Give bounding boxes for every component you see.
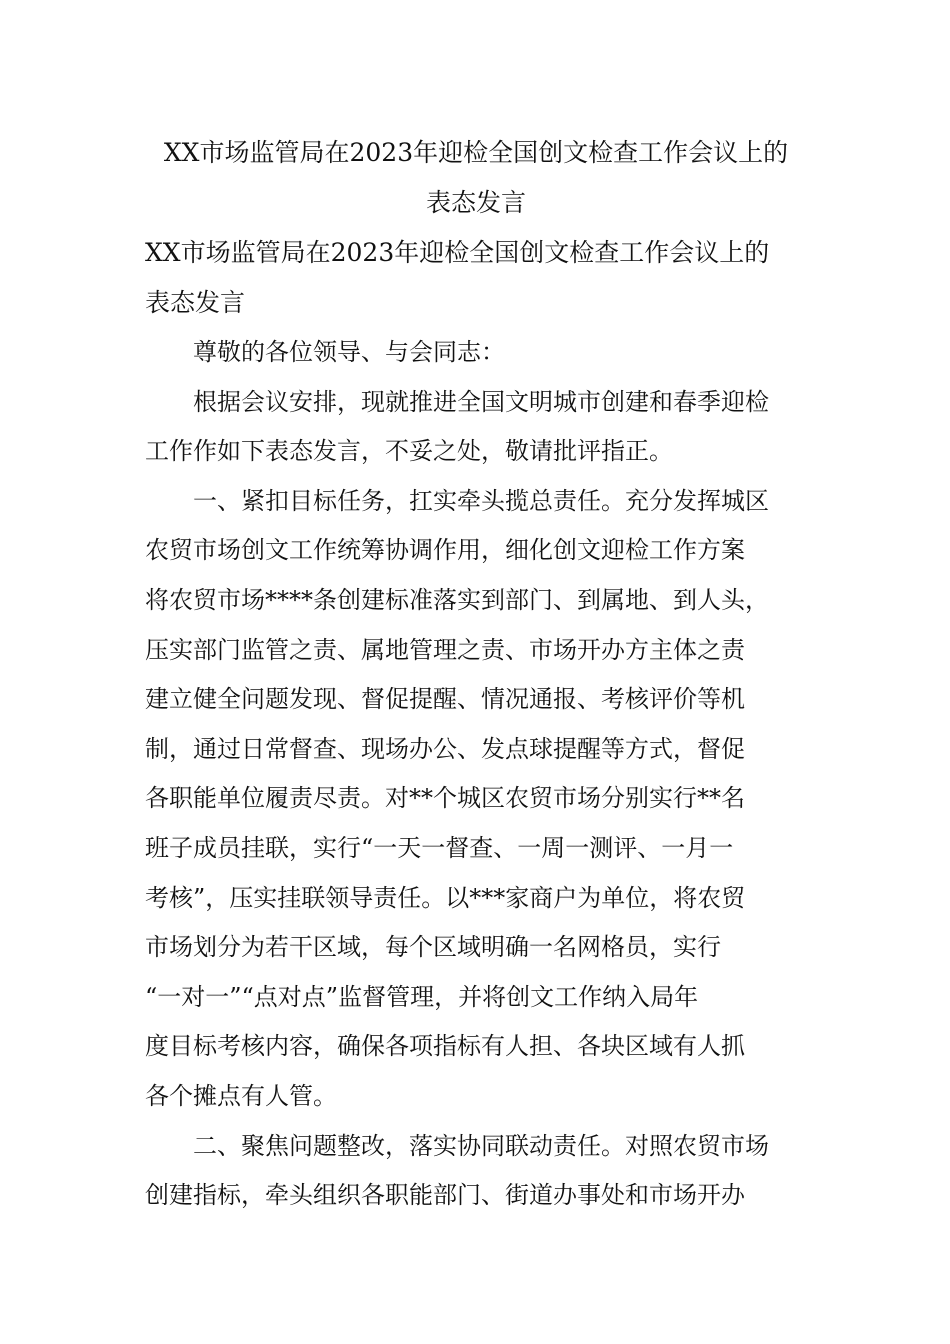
title-line: XX市场监管局在2023年迎检全国创文检查工作会议上的 xyxy=(163,138,789,167)
document-title xyxy=(145,128,807,228)
paragraph-section-1 xyxy=(145,477,807,1122)
document-subtitle xyxy=(145,228,807,328)
paragraph-line: 市场划分为若干区域，每个区域明确一名网格员，实行 xyxy=(145,933,721,962)
paragraph-line: 根据会议安排，现就推进全国文明城市创建和春季迎检 xyxy=(193,387,769,416)
paragraph-section-2 xyxy=(145,1122,807,1221)
paragraph-line: 班子成员挂联，实行“一天一督查、一周一测评、一月一 xyxy=(145,833,734,862)
paragraph-line: 制，通过日常督查、现场办公、发点球提醒等方式，督促 xyxy=(145,734,745,763)
subtitle-line: 表态发言 xyxy=(145,288,246,317)
paragraph-line: 将农贸市场****条创建标准落实到部门、到属地、到人头， xyxy=(145,585,769,614)
paragraph-line: 农贸市场创文工作统筹协调作用，细化创文迎检工作方案 xyxy=(145,536,745,565)
paragraph-line: 考核”，压实挂联领导责任。以***家商户为单位，将农贸 xyxy=(145,883,746,912)
paragraph-line: “一对一”“点对点”监督管理，并将创文工作纳入局年 xyxy=(145,982,699,1011)
salutation xyxy=(145,328,807,378)
paragraph-line: 工作作如下表态发言，不妥之处，敬请批评指正。 xyxy=(145,437,673,466)
paragraph-line: 各职能单位履责尽责。对**个城区农贸市场分别实行**名 xyxy=(145,784,745,813)
paragraph-intro xyxy=(145,378,807,477)
title-line: 表态发言 xyxy=(425,188,526,217)
document-page xyxy=(145,128,807,1221)
paragraph-line: 创建指标，牵头组织各职能部门、街道办事处和市场开办 xyxy=(145,1181,745,1210)
paragraph-line: 建立健全问题发现、督促提醒、情况通报、考核评价等机 xyxy=(145,685,745,714)
paragraph-line: 度目标考核内容，确保各项指标有人担、各块区域有人抓 xyxy=(145,1032,745,1061)
salutation-text: 尊敬的各位领导、与会同志： xyxy=(193,338,505,366)
paragraph-line: 一、紧扣目标任务，扛实牵头揽总责任。充分发挥城区 xyxy=(193,486,769,515)
subtitle-line: XX市场监管局在2023年迎检全国创文检查工作会议上的 xyxy=(145,238,770,267)
paragraph-line: 压实部门监管之责、属地管理之责、市场开办方主体之责 xyxy=(145,635,745,664)
paragraph-line: 二、聚焦问题整改，落实协同联动责任。对照农贸市场 xyxy=(193,1131,769,1160)
paragraph-line: 各个摊点有人管。 xyxy=(145,1081,337,1110)
